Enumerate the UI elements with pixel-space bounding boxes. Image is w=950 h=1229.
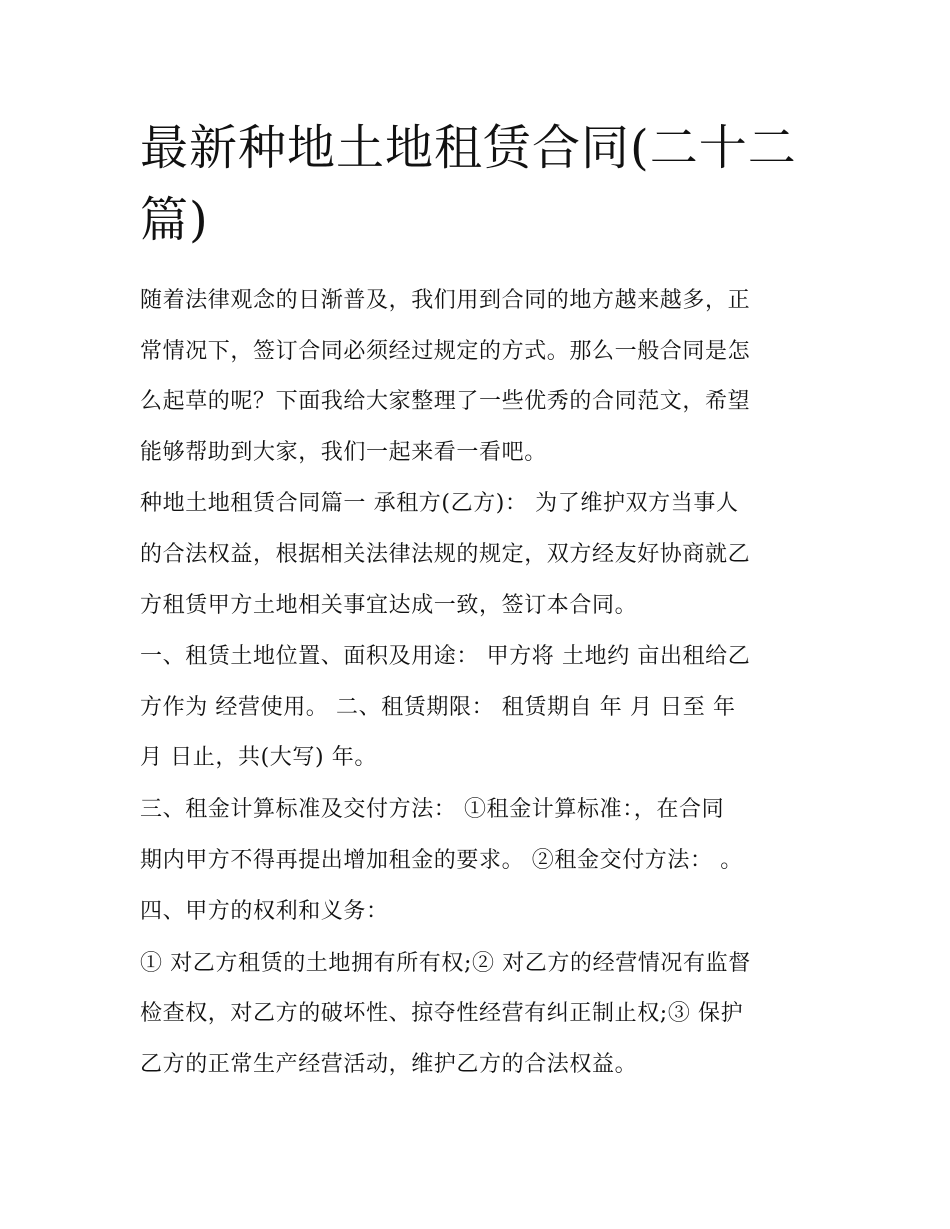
lessor-rights-heading: 四、甲方的权利和义务： xyxy=(140,899,389,925)
contract-preamble-paragraph: 种地土地租赁合同篇一 承租方(乙方)： 为了维护双方当事人 的合法权益，根据相关法律法规的规定，双方经友好协商就乙 方租赁甲方土地相关事宜达成一致，签订本合同。 xyxy=(140,491,751,618)
document-title: 最新种地土地租赁合同(二十二 篇) xyxy=(140,120,797,248)
rent-payment-paragraph: 三、租金计算标准及交付方法： ①租金计算标准：，在合同 期内甲方不得再提出增加租金的要求。 ②租金交付方法： 。 xyxy=(140,796,743,873)
document-body xyxy=(140,276,820,1092)
intro-paragraph: 随着法律观念的日渐普及，我们用到合同的地方越来越多，正 常情况下，签订合同必须经过规定的方式。那么一般合同是怎 么起草的呢？下面我给大家整理了一些优秀的合同范文，希望 能够帮助到大家，我们一起来看一看吧。 xyxy=(140,288,751,465)
lessor-rights-paragraph: ① 对乙方租赁的土地拥有所有权;② 对乙方的经营情况有监督 检查权，对乙方的破坏性、掠夺性经营有纠正制止权;③ 保护 乙方的正常生产经营活动，维护乙方的合法权益。 xyxy=(140,950,751,1077)
lease-land-and-term-paragraph: 一、租赁土地位置、面积及用途： 甲方将 土地约 亩出租给乙 方作为 经营使用。 二、租赁期限： 租赁期自 年 月 日至 年 月 日止，共(大写) 年。 xyxy=(140,644,751,771)
